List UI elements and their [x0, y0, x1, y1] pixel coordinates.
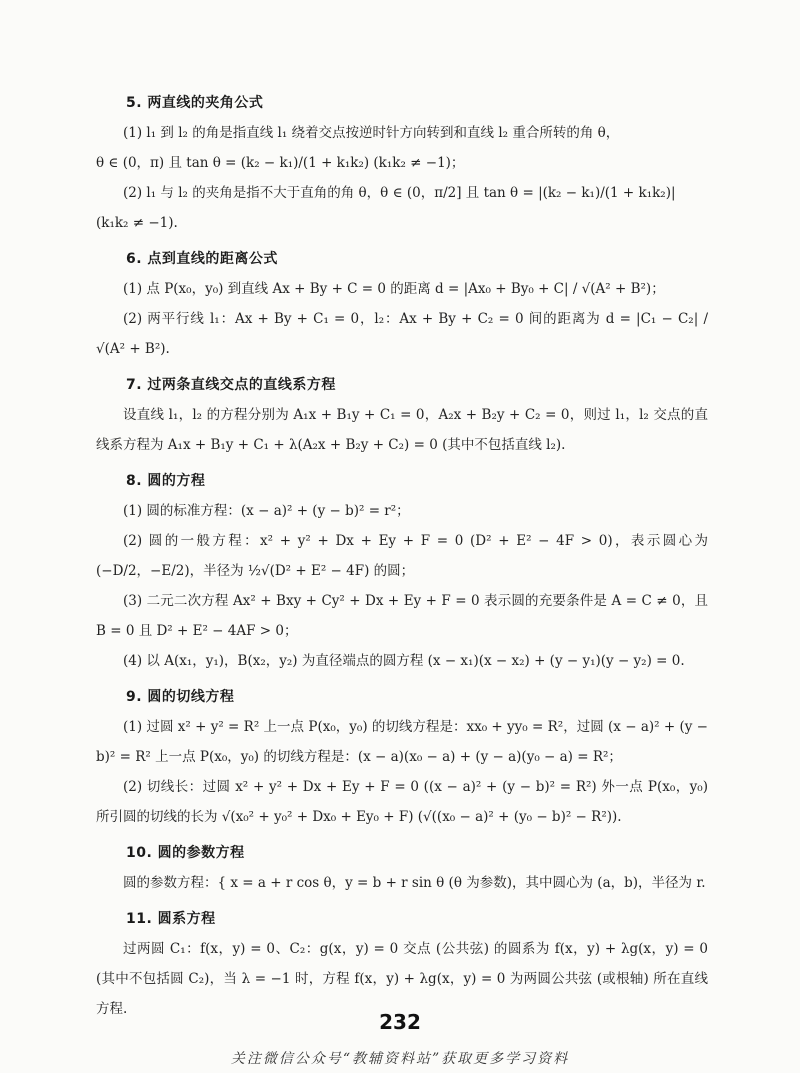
section-7-line-1: 设直线 l₁，l₂ 的方程分别为 A₁x + B₁y + C₁ = 0，A₂x + B₂y + C₂ = 0，则过 l₁，l₂ 交点的直线系方程为 A₁x + B₁y + C₁ + λ(A₂x + B₂y + C₂) = 0 (其中不包括直线 l₂). [96, 407, 708, 453]
section-11-title: 11. 圆系方程 [126, 911, 216, 927]
section-8-line-4: (4) 以 A(x₁，y₁)，B(x₂，y₂) 为直径端点的圆方程 (x − x₁)(x − x₂) + (y − y₁)(y − y₂) = 0. [123, 653, 685, 669]
section-9-line-2: (2) 切线长：过圆 x² + y² + Dx + Ey + F = 0 ((x − a)² + (y − b)² = R²) 外一点 P(x₀，y₀) 所引圆的切线的长为 √(x₀² + y₀² + Dx₀ + Ey₀ + F) (√((x₀ − a)² + (y₀ − b)² − R²)). [96, 779, 708, 825]
section-8-line-2: (2) 圆的一般方程：x² + y² + Dx + Ey + F = 0 (D² + E² − 4F > 0)，表示圆心为 (−D/2，−E/2)，半径为 ½√(D² + E² − 4F) 的圆； [96, 533, 708, 579]
section-9-line-1: (1) 过圆 x² + y² = R² 上一点 P(x₀，y₀) 的切线方程是：xx₀ + yy₀ = R²，过圆 (x − a)² + (y − b)² = R² 上一点 P(x₀，y₀) 的切线方程是：(x − a)(x₀ − a) + (y − a)(y₀ − a) = R²； [96, 719, 708, 765]
section-5-title: 5. 两直线的夹角公式 [126, 95, 264, 111]
section-5-line-4: (k₁k₂ ≠ −1). [96, 215, 178, 231]
section-11-line-1: 过两圆 C₁：f(x，y) = 0、C₂：g(x，y) = 0 交点 (公共弦) 的圆系为 f(x，y) + λg(x，y) = 0 (其中不包括圆 C₂)，当 λ = −1 时，方程 f(x，y) + λg(x，y) = 0 为两圆公共弦 (或根轴) 所在直线方程. [96, 941, 708, 1017]
section-5-line-1: (1) l₁ 到 l₂ 的角是指直线 l₁ 绕着交点按逆时针方向转到和直线 l₂ 重合所转的角 θ， [123, 125, 620, 141]
page-number: 232 [379, 1010, 421, 1034]
section-6-line-2: (2) 两平行线 l₁：Ax + By + C₁ = 0，l₂：Ax + By + C₂ = 0 间的距离为 d = |C₁ − C₂| / √(A² + B²). [96, 311, 708, 357]
section-5-line-2: θ ∈ (0，π) 且 tan θ = (k₂ − k₁)/(1 + k₁k₂) (k₁k₂ ≠ −1)； [96, 155, 465, 171]
footer-note: 关注微信公众号“教辅资料站”获取更多学习资料 [230, 1051, 570, 1067]
section-10-title: 10. 圆的参数方程 [126, 845, 245, 861]
section-10-line-1: 圆的参数方程：{ x = a + r cos θ，y = b + r sin θ (θ 为参数)，其中圆心为 (a，b)，半径为 r. [123, 875, 706, 891]
content [96, 92, 708, 1024]
section-5-line-3: (2) l₁ 与 l₂ 的夹角是指不大于直角的角 θ，θ ∈ (0，π/2] 且 tan θ = |(k₂ − k₁)/(1 + k₁k₂)| [123, 185, 676, 201]
section-6-line-1: (1) 点 P(x₀，y₀) 到直线 Ax + By + C = 0 的距离 d = |Ax₀ + By₀ + C| / √(A² + B²)； [123, 281, 665, 297]
section-6-title: 6. 点到直线的距离公式 [126, 251, 278, 267]
section-8-title: 8. 圆的方程 [126, 473, 206, 489]
section-8-line-3: (3) 二元二次方程 Ax² + Bxy + Cy² + Dx + Ey + F = 0 表示圆的充要条件是 A = C ≠ 0，且 B = 0 且 D² + E² − 4AF > 0； [96, 593, 708, 639]
section-9-title: 9. 圆的切线方程 [126, 689, 235, 705]
section-8-line-1: (1) 圆的标准方程：(x − a)² + (y − b)² = r²； [123, 503, 410, 519]
section-7-title: 7. 过两条直线交点的直线系方程 [126, 377, 336, 393]
